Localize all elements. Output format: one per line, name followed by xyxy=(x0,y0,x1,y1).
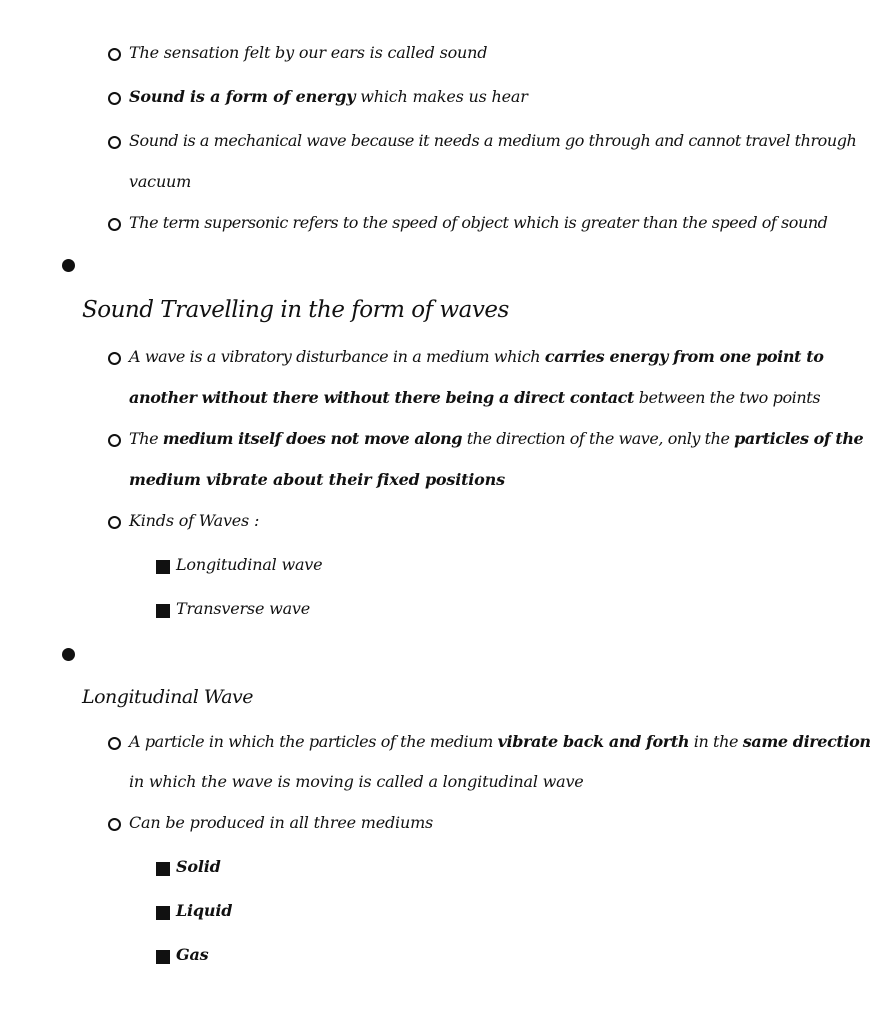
bullet-text-continued xyxy=(129,469,505,491)
text-run: A particle in which the particles of the medium xyxy=(129,732,498,751)
emphasized-text: vibrate back and forth xyxy=(497,732,690,751)
bullet-text xyxy=(129,428,863,450)
filled-bullet-icon xyxy=(62,648,75,661)
emphasized-text: same direction xyxy=(742,732,871,751)
text-run: Sound is a mechanical wave because it needs a medium go through and cannot travel through xyxy=(129,131,857,150)
bullet-text-continued xyxy=(129,387,820,409)
emphasized-text: another without there without there being a direct contact xyxy=(129,388,635,407)
square-bullet-icon xyxy=(156,560,170,574)
sub-bullet-text: Liquid xyxy=(176,901,233,920)
text-run: which makes us hear xyxy=(355,87,528,106)
bullet-text xyxy=(129,130,856,152)
bullet-text-continued xyxy=(129,771,584,793)
text-run: The sensation felt by our ears is called sound xyxy=(129,43,488,62)
circle-bullet-icon xyxy=(108,818,121,831)
square-bullet-icon xyxy=(156,862,170,876)
text-run: in which the wave is moving is called a longitudinal wave xyxy=(129,772,584,791)
text-run: The xyxy=(129,429,163,448)
sub-bullet-text: Solid xyxy=(176,857,221,876)
circle-bullet-icon xyxy=(108,92,121,105)
text-run: vacuum xyxy=(129,172,192,191)
bullet-text xyxy=(129,812,433,834)
circle-bullet-icon xyxy=(108,218,121,231)
text-run: A wave is a vibratory disturbance in a medium which xyxy=(129,347,545,366)
emphasized-text: medium itself does not move along xyxy=(162,429,463,448)
emphasized-text: particles of the xyxy=(734,429,864,448)
emphasized-text: carries energy from one point to xyxy=(544,347,824,366)
section-heading: Longitudinal Wave xyxy=(82,686,254,708)
text-run: the direction of the wave, only the xyxy=(462,429,735,448)
square-bullet-icon xyxy=(156,604,170,618)
bullet-text-continued xyxy=(129,171,191,193)
filled-bullet-icon xyxy=(62,259,75,272)
section-heading: Sound Travelling in the form of waves xyxy=(82,297,509,323)
bullet-text xyxy=(129,42,487,64)
bullet-text xyxy=(129,86,528,108)
bullet-text xyxy=(129,346,823,368)
text-run: Kinds of Waves : xyxy=(129,511,260,530)
circle-bullet-icon xyxy=(108,516,121,529)
sub-bullet-text: Longitudinal wave xyxy=(176,555,323,574)
text-run: Can be produced in all three mediums xyxy=(129,813,434,832)
emphasized-text: medium vibrate about their fixed positions xyxy=(129,470,505,489)
circle-bullet-icon xyxy=(108,434,121,447)
bullet-text xyxy=(129,212,827,234)
text-run: between the two points xyxy=(634,388,821,407)
text-run: in the xyxy=(689,732,743,751)
sub-bullet-text: Gas xyxy=(176,945,209,964)
emphasized-text: Sound is a form of energy xyxy=(129,87,356,106)
circle-bullet-icon xyxy=(108,352,121,365)
bullet-text xyxy=(129,731,871,753)
square-bullet-icon xyxy=(156,906,170,920)
square-bullet-icon xyxy=(156,950,170,964)
circle-bullet-icon xyxy=(108,737,121,750)
sub-bullet-text: Transverse wave xyxy=(176,599,311,618)
circle-bullet-icon xyxy=(108,136,121,149)
bullet-text xyxy=(129,510,259,532)
circle-bullet-icon xyxy=(108,48,121,61)
text-run: The term supersonic refers to the speed of object which is greater than the speed of sound xyxy=(129,213,828,232)
